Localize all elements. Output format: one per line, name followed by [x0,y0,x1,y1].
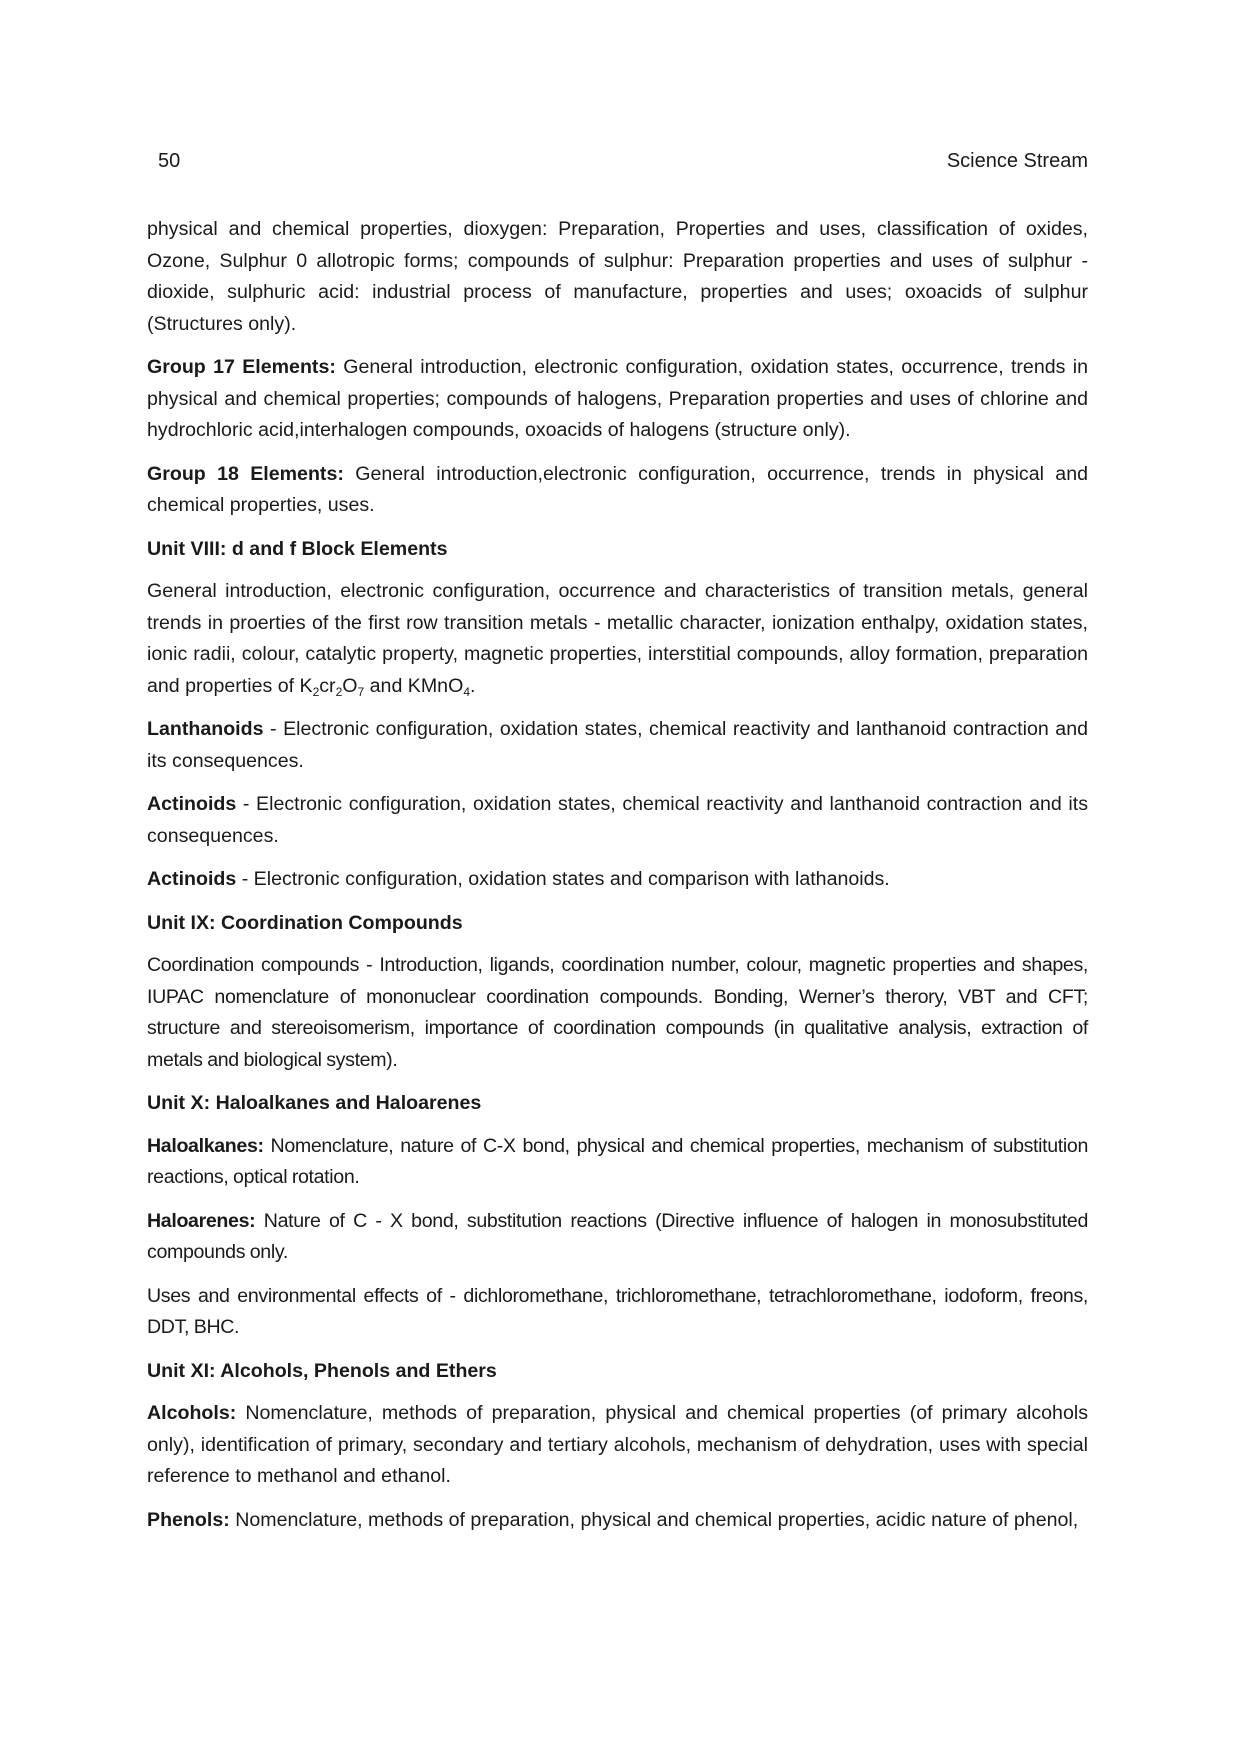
lead-group-17: Group 17 Elements: [147,356,336,378]
paragraph-text: - Electronic configuration, oxidation states, chemical reactivity and lanthanoid contraction and its consequences. [147,793,1088,847]
formula-part: O [342,674,358,697]
paragraph-haloalkanes [147,1131,1088,1194]
heading-unit-11: Unit XI: Alcohols, Phenols and Ethers [147,1359,497,1382]
paragraph-lanthanoids [147,714,1088,777]
heading-unit-8: Unit VIII: d and f Block Elements [147,537,448,560]
paragraph-text: Nature of C - X bond, substitution reactions (Directive influence of halogen in monosubstituted compounds only. [147,1209,1088,1263]
subscript: 2 [335,684,343,699]
paragraph-text: General introduction, electronic configuration, occurrence and characteristics of transition metals, general trends in proerties of the first row transition metals - metallic character, ionization enthalpy, oxidation states, ionic radii, colour, catalytic property, magnetic properties, interstitial compounds, alloy formation, preparation and properties of K [147,580,1088,697]
paragraph-text: Uses and environmental effects of - dichloromethane, trichloromethane, tetrachloromethane, iodoform, freons, DDT, BHC. [147,1284,1088,1338]
running-header [158,148,1088,174]
paragraph-text: - Electronic configuration, oxidation states and comparison with lathanoids. [236,868,890,890]
paragraph-text: Coordination compounds - Introduction, ligands, coordination number, colour, magnetic properties and shapes, IUPAC nomenclature of mononuclear coordination compounds. Bonding, Werner’s therory, VBT and CFT; structure and stereoisomerism, importance of coordination compounds (in qualitative analysis, extraction of metals and biological system). [147,954,1088,1071]
paragraph-phenols [147,1505,1088,1537]
formula-part: cr [319,674,336,697]
paragraph-group-18 [147,459,1088,522]
lead-actinoids: Actinoids [147,793,237,815]
paragraph-group-17 [147,352,1088,447]
lead-group-18: Group 18 Elements: [147,462,344,485]
paragraph-actinoids-1 [147,789,1088,852]
paragraph-text: Nomenclature, methods of preparation, physical and chemical properties (of primary alcohols only), identification of primary, secondary and tertiary alcohols, mechanism of dehydration, uses with special reference to methanol and ethanol. [147,1402,1088,1487]
subscript: 4 [463,684,470,699]
lead-lanthanoids: Lanthanoids [147,718,264,740]
page-number: 50 [158,150,181,172]
lead-haloalkanes: Haloalkanes: [147,1134,264,1157]
formula-part: . [470,674,476,697]
paragraph-unit-9 [147,950,1088,1076]
lead-phenols: Phenols: [147,1508,230,1531]
paragraph-alcohols [147,1398,1088,1493]
paragraph-unit-8 [147,576,1088,702]
lead-actinoids: Actinoids [147,868,237,890]
lead-haloarenes: Haloarenes: [147,1209,256,1232]
paragraph-text: General introduction,electronic configuration, occurrence, trends in physical and chemical properties, uses. [147,462,1088,516]
formula-part: and KMnO [364,674,464,697]
heading-unit-9: Unit IX: Coordination Compounds [147,911,463,934]
paragraph-text: - Electronic configuration, oxidation states, chemical reactivity and lanthanoid contraction and its consequences. [147,718,1088,772]
paragraph-uses [147,1281,1088,1344]
paragraph-text: Nomenclature, methods of preparation, physical and chemical properties, acidic nature of phenol, [229,1508,1079,1531]
lead-alcohols: Alcohols: [147,1402,237,1424]
paragraph-text: General introduction, electronic configuration, oxidation states, occurrence, trends in physical and chemical properties; compounds of halogens, Preparation properties and uses of chlorine and hydrochloric acid,interhalogen compounds, oxoacids of halogens (structure only). [147,356,1088,441]
paragraph-haloarenes [147,1206,1088,1269]
paragraph-text: physical and chemical properties, dioxygen: Preparation, Properties and uses, classification of oxides, Ozone, Sulphur 0 allotropic forms; compounds of sulphur: Preparation properties and uses of sulphur - dioxide, sulphuric acid: industrial process of manufacture, properties and uses; oxoacids of sulphur (Structures only). [147,218,1088,335]
subscript: 2 [312,684,320,699]
paragraph-oxygen-sulphur [147,214,1088,340]
subscript: 7 [357,684,365,699]
heading-unit-10: Unit X: Haloalkanes and Haloarenes [147,1092,482,1114]
syllabus-body [147,214,1088,1548]
paragraph-text: Nomenclature, nature of C-X bond, physical and chemical properties, mechanism of substitution reactions, optical rotation. [147,1134,1088,1188]
running-title: Science Stream [946,150,1088,172]
paragraph-actinoids-2 [147,864,1088,896]
